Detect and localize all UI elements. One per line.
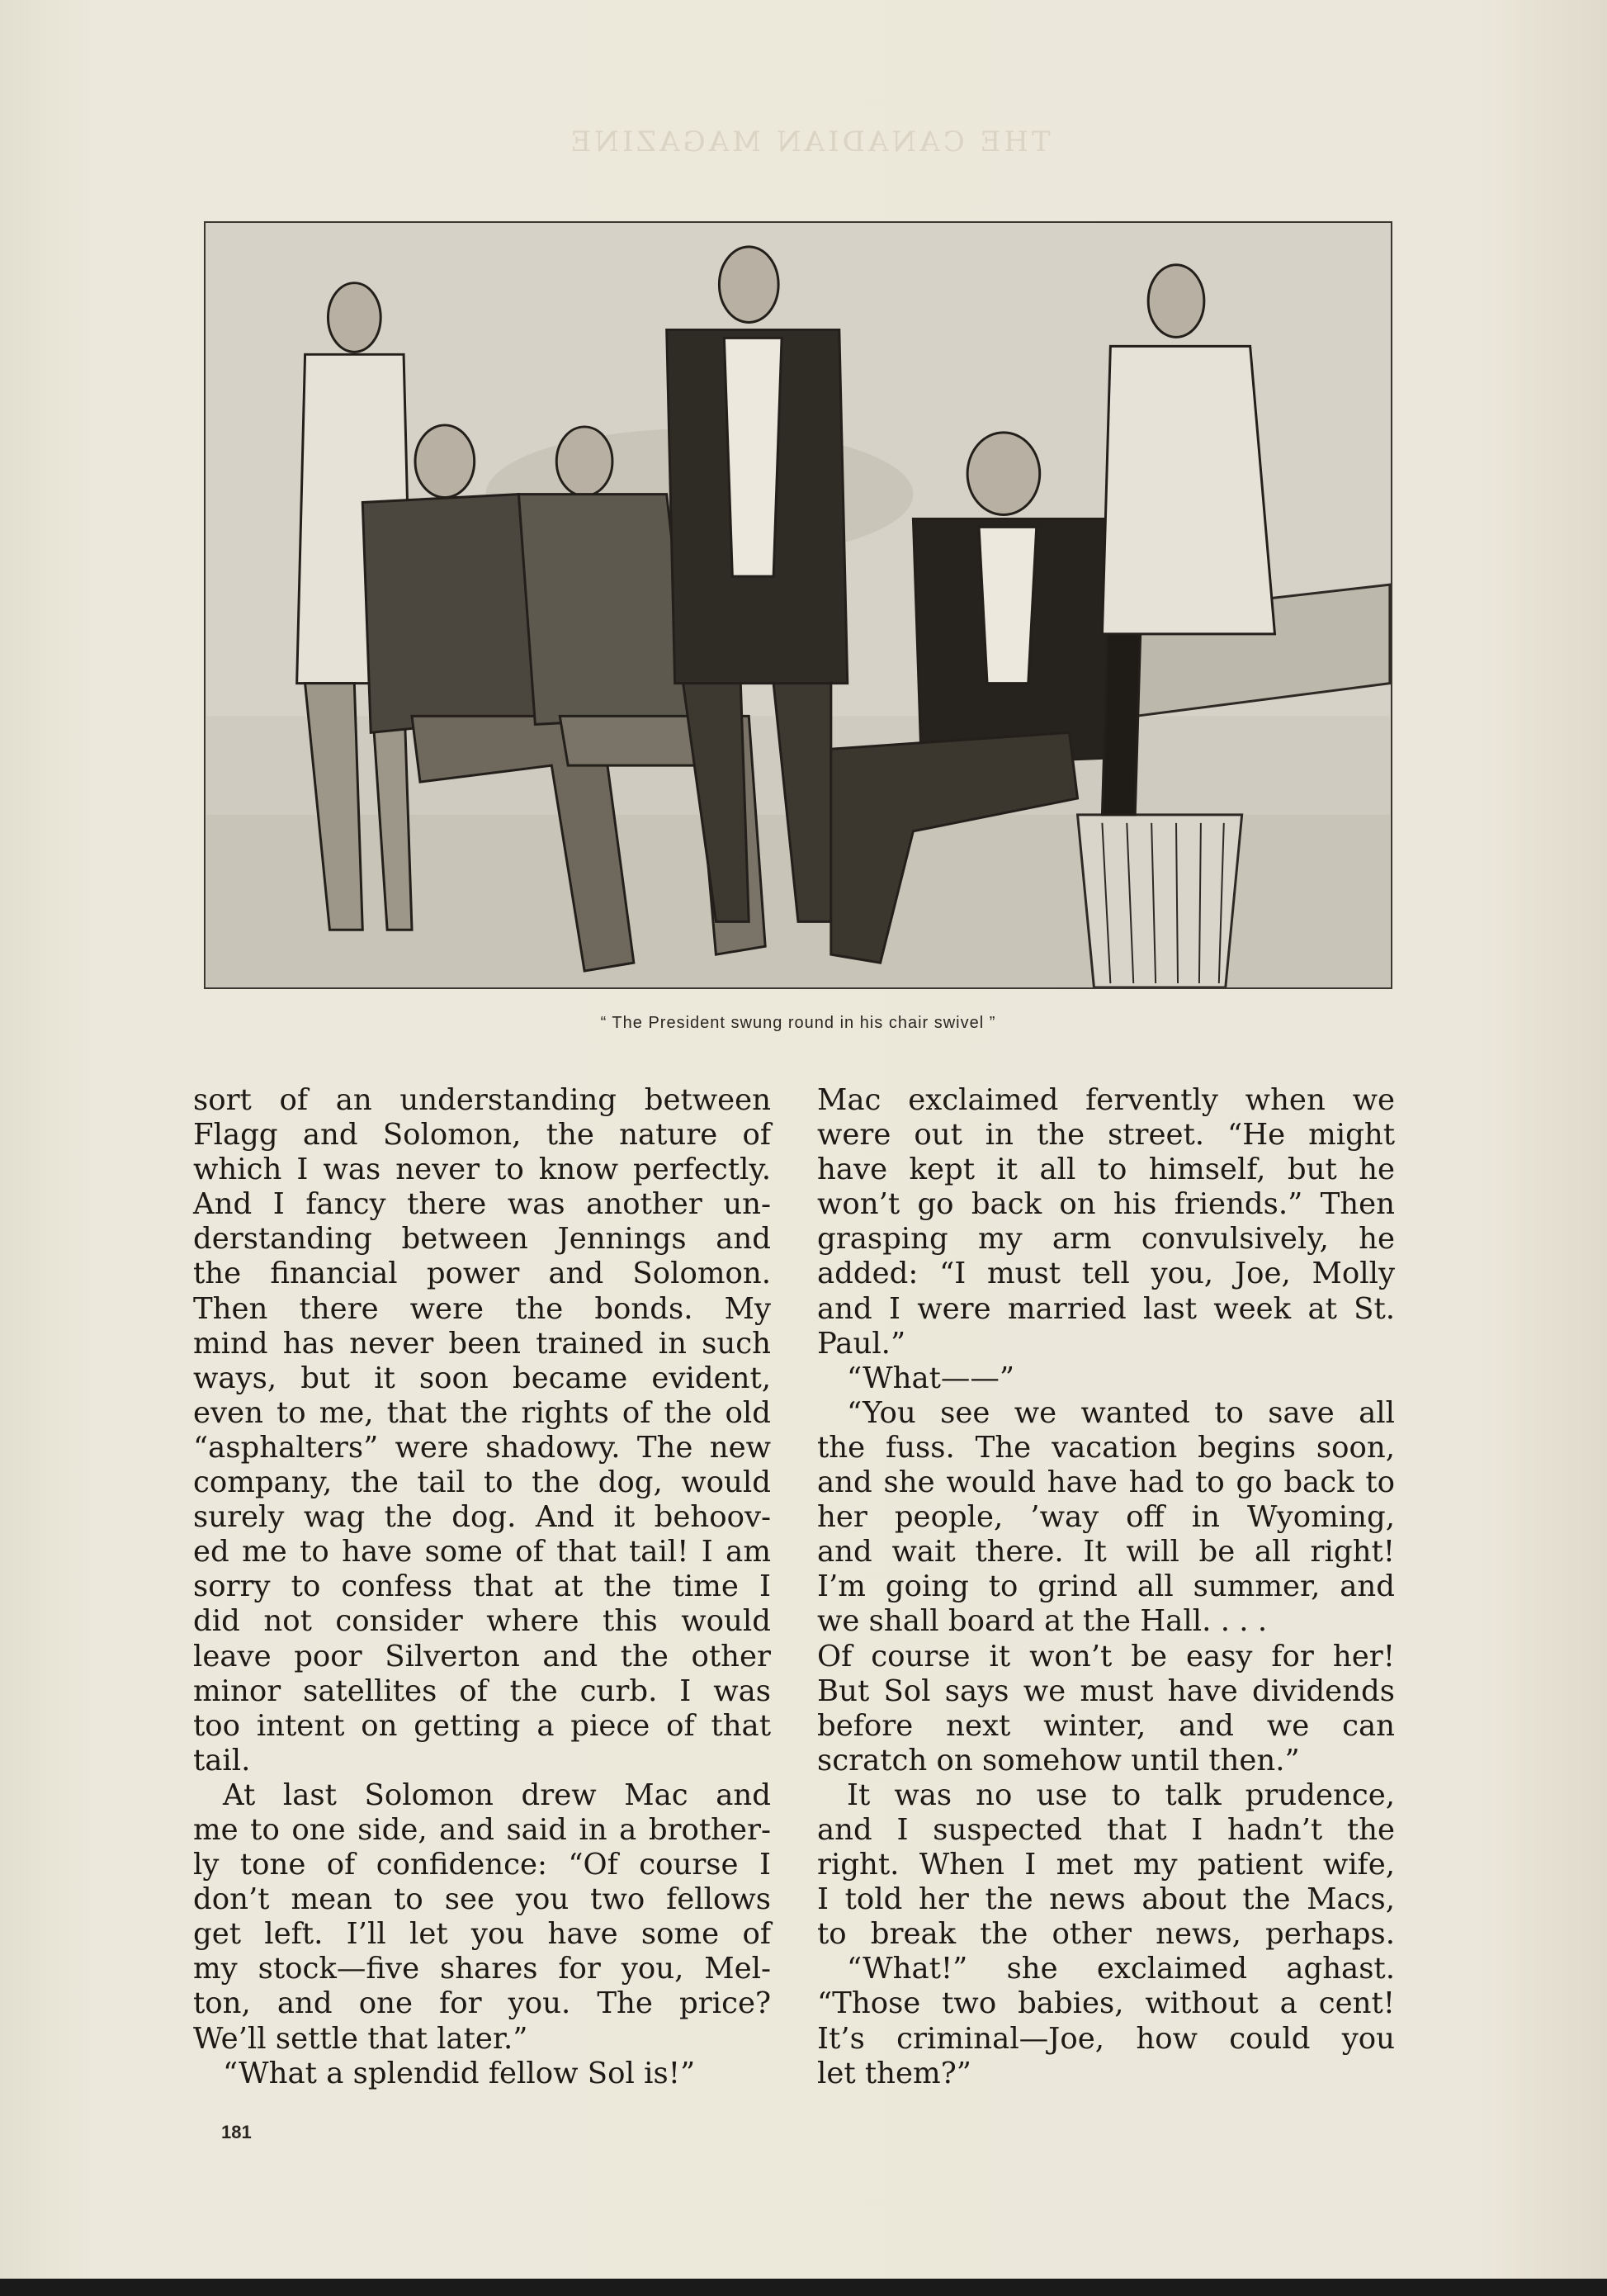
left-column-line: the financial power and Solomon. [193,1257,771,1291]
right-column-line: the fuss. The vacation begins soon, [817,1430,1395,1465]
left-column-line: ton, and one for you. The price? [193,1986,771,2021]
right-column-line: “You see we wanted to save all [847,1395,1395,1430]
right-column-line: “What——” [847,1361,1015,1395]
left-column-line: don’t mean to see you two fellows [193,1882,771,1917]
right-column-line: and wait there. It will be all right! [817,1535,1395,1569]
right-column-line: “Those two babies, without a cent! [817,1986,1395,2021]
left-column-line: “asphalters” were shadowy. The new [193,1430,771,1465]
right-column-line: It’s criminal—Joe, how could you [817,2021,1395,2056]
right-column-line: and I suspected that I hadn’t the [817,1812,1395,1847]
right-column-line: Paul.” [817,1326,906,1361]
right-column-line: have kept it all to himself, but he [817,1153,1395,1187]
illustration [204,221,1392,989]
left-column-line: derstanding between Jennings and [193,1222,771,1257]
scan-edge-bar [0,2279,1607,2296]
right-column-line: scratch on somehow until then.” [817,1743,1300,1778]
right-column-line: won’t go back on his friends.” Then [817,1187,1395,1222]
right-column-line: to break the other news, perhaps. [817,1917,1395,1952]
left-column-line: At last Solomon drew Mac and [223,1778,771,1812]
right-column-line: we shall board at the Hall. . . . [817,1604,1268,1639]
illustration-drawing [206,223,1391,987]
left-column-line: ly tone of confidence: “Of course I [193,1848,771,1882]
left-column-line: leave poor Silverton and the other [193,1639,771,1673]
right-column-line: were out in the street. “He might [817,1118,1395,1153]
right-column-line: Of course it won’t be easy for her! [817,1639,1395,1673]
left-column-line: ed me to have some of that tail! I am [193,1535,771,1569]
left-column [193,1083,771,2091]
left-column-line: And I fancy there was another un- [193,1187,771,1222]
right-column-line: and I were married last week at St. [817,1291,1395,1326]
left-column-line: mind has never been trained in such [193,1326,771,1361]
right-column-line: added: “I must tell you, Joe, Molly [817,1257,1395,1291]
show-through-running-header: THE CANADIAN MAGAZINE [567,125,1051,159]
page-number: 181 [221,2122,252,2142]
left-column-line: me to one side, and said in a brother- [193,1812,771,1847]
left-column-line: Flagg and Solomon, the nature of [193,1118,771,1153]
left-column-line: company, the tail to the dog, would [193,1465,771,1500]
left-column-line: sorry to confess that at the time I [193,1569,771,1604]
left-column-line: ways, but it soon became evident, [193,1361,771,1395]
right-column [817,1083,1395,2091]
left-column-line: did not consider where this would [193,1604,771,1639]
left-column-line: tail. [193,1743,251,1778]
right-column-line: before next winter, and we can [817,1708,1395,1743]
left-column-line: my stock—five shares for you, Mel- [193,1952,771,1986]
right-column-line: and she would have had to go back to [817,1465,1395,1500]
right-column-line: her people, ’way off in Wyoming, [817,1500,1395,1535]
left-column-line: get left. I’ll let you have some of [193,1917,771,1952]
left-column-line: minor satellites of the curb. I was [193,1673,771,1708]
right-column-line: I told her the news about the Macs, [817,1882,1395,1917]
right-column-line: But Sol says we must have dividends [817,1673,1395,1708]
right-column-line: grasping my arm convulsively, he [817,1222,1395,1257]
left-column-line: surely wag the dog. And it behoov- [193,1500,771,1535]
illustration-caption: “ The President swung round in his chair swivel ” [600,1014,996,1032]
right-column-line: right. When I met my patient wife, [817,1848,1395,1882]
right-column-line: let them?” [817,2056,971,2090]
left-column-line: We’ll settle that later.” [193,2021,528,2056]
right-column-line: “What!” she exclaimed aghast. [847,1952,1395,1986]
left-column-line: sort of an understanding between [193,1083,771,1117]
left-column-line: which I was never to know perfectly. [193,1153,771,1187]
left-column-line: even to me, that the rights of the old [193,1395,771,1430]
right-column-line: I’m going to grind all summer, and [817,1569,1395,1604]
right-column-line: Mac exclaimed fervently when we [817,1083,1395,1117]
left-column-line: Then there were the bonds. My [193,1291,771,1326]
left-column-line: too intent on getting a piece of that [193,1708,771,1743]
right-column-line: It was no use to talk prudence, [847,1778,1395,1812]
left-column-line: “What a splendid fellow Sol is!” [223,2056,696,2090]
